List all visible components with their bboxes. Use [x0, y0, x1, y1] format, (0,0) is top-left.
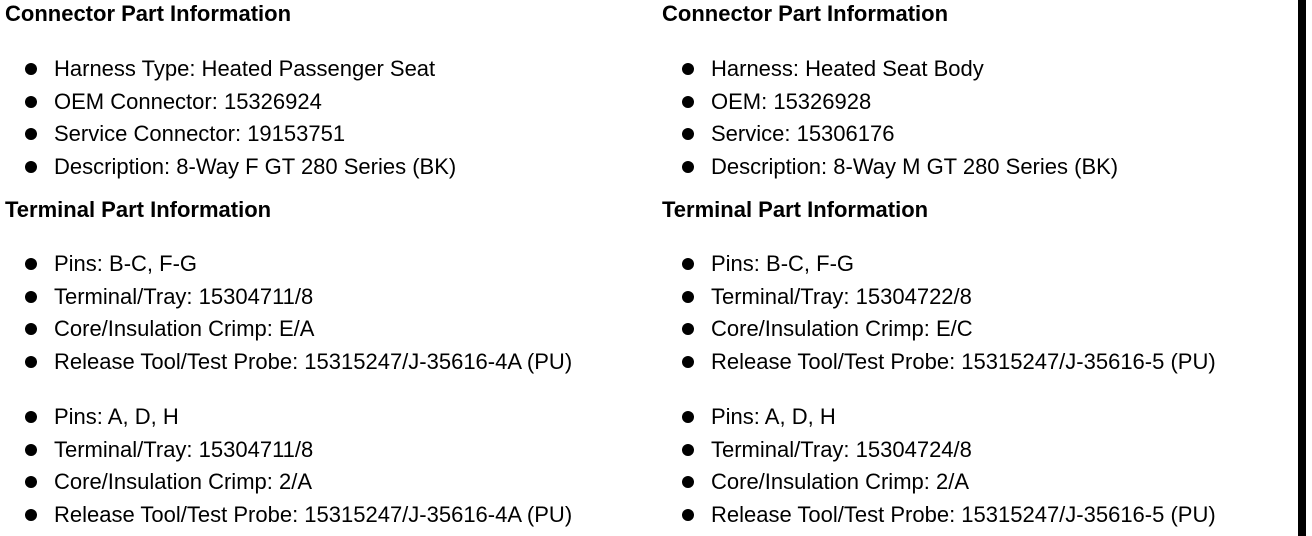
- list-item: [662, 346, 1216, 379]
- connector-info-list: [662, 53, 1118, 183]
- item-text: Release Tool/Test Probe: 15315247/J-35616-5 (PU): [711, 348, 1216, 374]
- list-item: [662, 118, 1118, 151]
- list-item: [662, 434, 1216, 467]
- list-item: [662, 86, 1118, 119]
- list-item: [662, 281, 1216, 314]
- list-item: [5, 151, 456, 184]
- bullet-icon: [682, 63, 694, 75]
- list-item: [5, 118, 456, 151]
- item-text: OEM: 15326928: [711, 88, 872, 114]
- item-text: Pins: A, D, H: [711, 404, 836, 429]
- bullet-icon: [25, 96, 37, 108]
- item-text: Service: 15306176: [711, 121, 895, 146]
- item-text: Pins: B-C, F-G: [54, 251, 198, 276]
- bullet-icon: [682, 291, 694, 303]
- bullet-icon: [25, 476, 37, 488]
- item-text: Terminal/Tray: 15304711/8: [54, 283, 314, 309]
- item-text: Harness Type: Heated Passenger Seat: [54, 56, 436, 81]
- bullet-icon: [25, 444, 37, 456]
- item-text: Description: 8-Way F GT 280 Series (BK): [54, 153, 457, 179]
- list-item: [662, 313, 1216, 346]
- list-item: [5, 499, 572, 532]
- bullet-icon: [25, 161, 37, 173]
- item-text: Harness: Heated Seat Body: [711, 56, 984, 81]
- bullet-icon: [682, 411, 694, 423]
- connector-heading: Connector Part Information: [662, 1, 949, 26]
- list-item: [5, 86, 456, 119]
- item-text: Core/Insulation Crimp: 2/A: [711, 469, 969, 494]
- item-text: Terminal/Tray: 15304722/8: [711, 283, 972, 309]
- list-item: [5, 281, 572, 314]
- list-item: [5, 53, 456, 86]
- bullet-icon: [682, 356, 694, 368]
- bullet-icon: [682, 96, 694, 108]
- bullet-icon: [25, 411, 37, 423]
- terminal-heading: Terminal Part Information: [5, 197, 272, 222]
- list-item: [5, 248, 572, 281]
- item-text: Terminal/Tray: 15304724/8: [711, 436, 972, 462]
- item-text: Pins: A, D, H: [54, 404, 179, 429]
- item-text: Release Tool/Test Probe: 15315247/J-35616-4A (PU): [54, 348, 573, 374]
- bullet-icon: [25, 356, 37, 368]
- item-text: Release Tool/Test Probe: 15315247/J-35616-5 (PU): [711, 501, 1216, 527]
- list-item: [5, 466, 572, 499]
- list-item: [662, 499, 1216, 532]
- item-text: Service Connector: 19153751: [54, 121, 346, 146]
- terminal-group-2: [662, 401, 1216, 531]
- terminal-group-1: [5, 248, 572, 378]
- bullet-icon: [682, 444, 694, 456]
- list-item: [662, 53, 1118, 86]
- list-item: [662, 151, 1118, 184]
- terminal-heading: Terminal Part Information: [662, 197, 929, 222]
- list-item: [662, 248, 1216, 281]
- item-text: Pins: B-C, F-G: [711, 251, 855, 276]
- bullet-icon: [25, 291, 37, 303]
- bullet-icon: [25, 63, 37, 75]
- bullet-icon: [682, 161, 694, 173]
- connector-heading: Connector Part Information: [5, 1, 292, 26]
- item-text: Release Tool/Test Probe: 15315247/J-35616-4A (PU): [54, 501, 573, 527]
- list-item: [662, 401, 1216, 434]
- bullet-icon: [682, 323, 694, 335]
- item-text: Description: 8-Way M GT 280 Series (BK): [711, 153, 1119, 179]
- bullet-icon: [25, 323, 37, 335]
- bullet-icon: [25, 258, 37, 270]
- page-edge-rule: [1298, 0, 1306, 536]
- bullet-icon: [682, 476, 694, 488]
- list-item: [5, 401, 572, 434]
- item-text: OEM Connector: 15326924: [54, 88, 322, 114]
- bullet-icon: [25, 509, 37, 521]
- list-item: [5, 346, 572, 379]
- item-text: Core/Insulation Crimp: E/A: [54, 316, 315, 341]
- list-item: [662, 466, 1216, 499]
- terminal-group-2: [5, 401, 572, 531]
- item-text: Core/Insulation Crimp: 2/A: [54, 469, 312, 494]
- bullet-icon: [682, 258, 694, 270]
- terminal-group-1: [662, 248, 1216, 378]
- list-item: [5, 434, 572, 467]
- item-text: Core/Insulation Crimp: E/C: [711, 316, 973, 341]
- bullet-icon: [682, 128, 694, 140]
- bullet-icon: [682, 509, 694, 521]
- connector-info-list: [5, 53, 456, 183]
- list-item: [5, 313, 572, 346]
- item-text: Terminal/Tray: 15304711/8: [54, 436, 314, 462]
- bullet-icon: [25, 128, 37, 140]
